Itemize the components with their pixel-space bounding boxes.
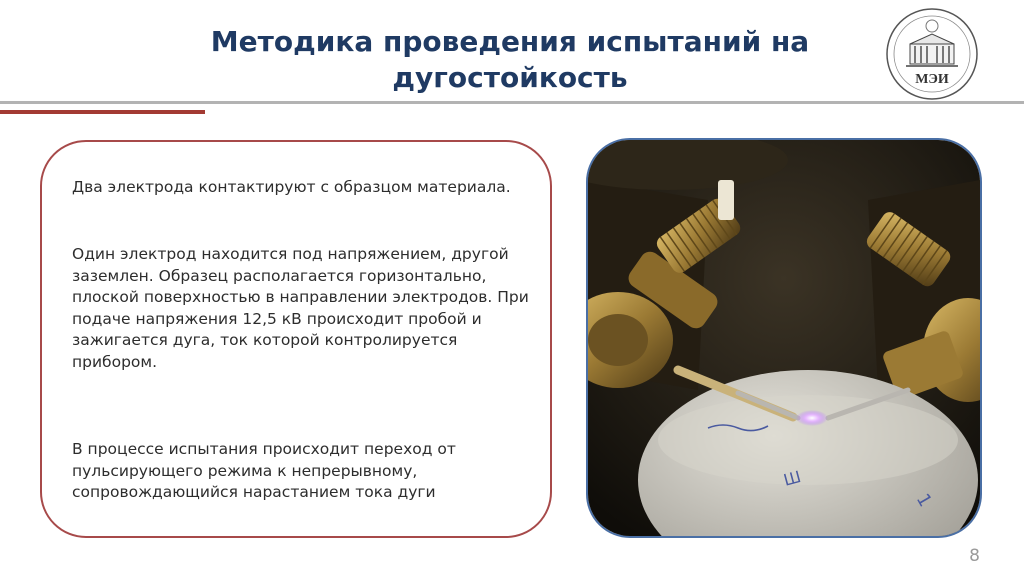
page-number: 8 (969, 546, 980, 566)
header-accent-bar (0, 110, 205, 114)
paragraph-3: В процессе испытания происходит переход от пульсирующего режима к непрерывному, сопровождающийся нарастанием тока дуги (72, 440, 456, 502)
logo-text: МЭИ (915, 72, 949, 87)
title-line-1: Методика проведения испытаний на (210, 25, 810, 58)
header-divider (0, 101, 1024, 104)
paragraph-2: Один электрод находится под напряжением, другой заземлен. Образец располагается горизонтально, плоской поверхностью в направлении электродов. При подаче напряжения 12,5 кВ происходит пробой и зажигается дуга, ток которой контролируется прибором. (72, 245, 529, 371)
slide-title (150, 24, 870, 96)
svg-text:1: 1 (911, 490, 936, 511)
svg-text:Ш: Ш (781, 466, 803, 490)
title-line-2: дугостойкость (392, 61, 628, 94)
university-logo (882, 6, 982, 102)
electrode-test-photo (586, 138, 982, 538)
paragraph-1: Два электрода контактируют с образцом материала. (72, 178, 511, 196)
